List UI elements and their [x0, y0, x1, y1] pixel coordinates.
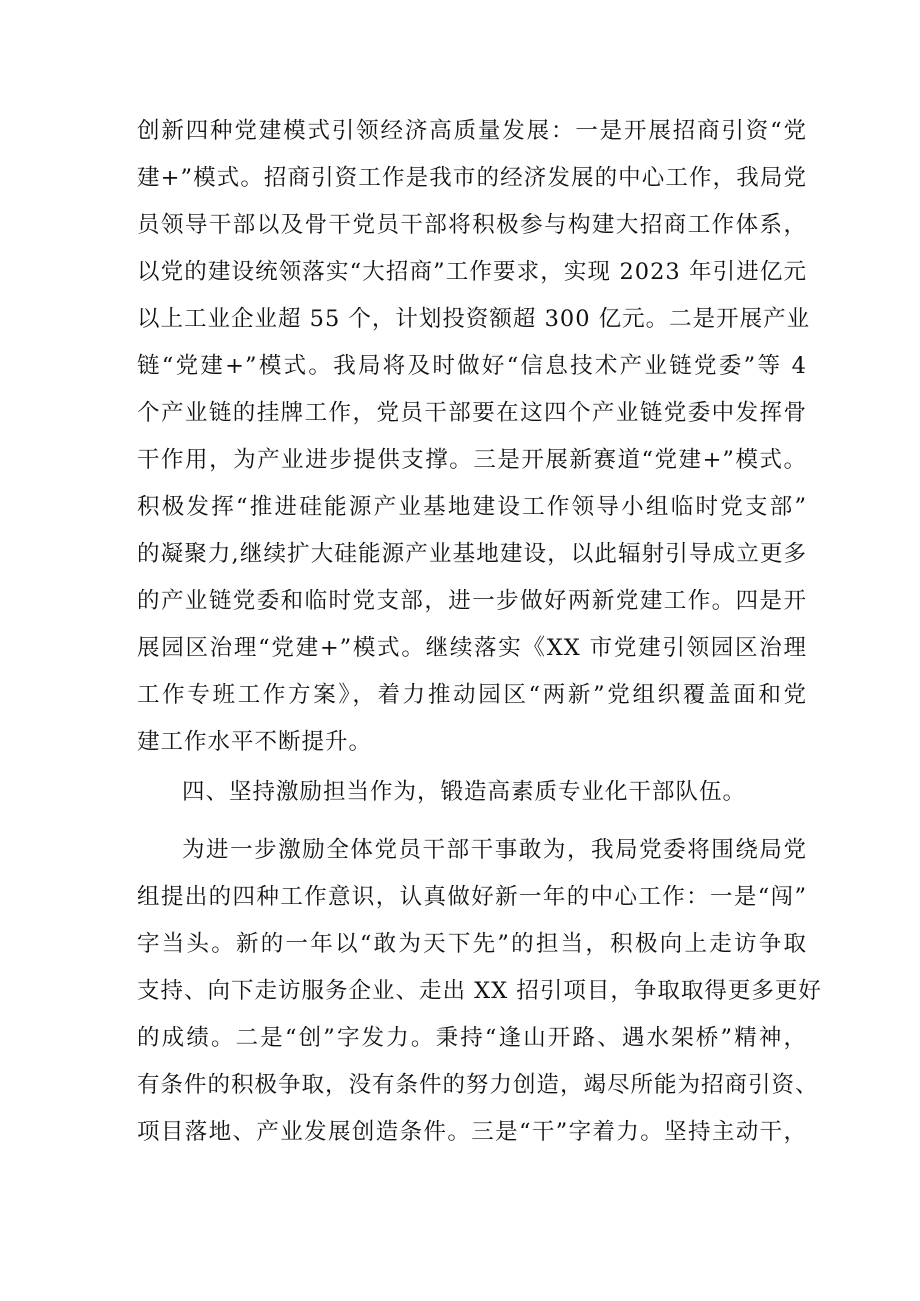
text-line: 支持、向下走访服务企业、走出 XX 招引项目，争取取得更多更好: [137, 978, 822, 1004]
text-line: 的产业链党委和临时党支部，进一步做好两新党建工作。四是开: [137, 588, 807, 614]
text-line: 建工作水平不断提升。: [137, 729, 373, 755]
text-line: 以党的建设统领落实“大招商”工作要求，实现 2023 年引进亿元: [137, 259, 807, 285]
text-line: 干作用，为产业进步提供支撑。三是开展新赛道“党建+”模式。: [137, 447, 807, 473]
text-line: 创新四种党建模式引领经济高质量发展：一是开展招商引资“党: [137, 118, 807, 144]
text-line: 建+”模式。招商引资工作是我市的经济发展的中心工作，我局党: [137, 165, 807, 191]
text-line: 的成绩。二是“创”字发力。秉持“逢山开路、遇水架桥”精神，: [137, 1025, 807, 1051]
text-line: 项目落地、产业发展创造条件。三是“干”字着力。坚持主动干，: [137, 1119, 807, 1145]
text-line: 有条件的积极争取，没有条件的努力创造，竭尽所能为招商引资、: [137, 1072, 819, 1098]
text-line: 字当头。新的一年以“敢为天下先”的担当，积极向上走访争取: [137, 931, 807, 957]
text-line: 个产业链的挂牌工作，党员干部要在这四个产业链党委中发挥骨: [137, 400, 807, 426]
text-line: 员领导干部以及骨干党员干部将积极参与构建大招商工作体系，: [137, 212, 807, 238]
text-line: 组提出的四种工作意识，认真做好新一年的中心工作：一是“闯”: [137, 884, 807, 910]
text-line: 链“党建+”模式。我局将及时做好“信息技术产业链党委”等 4: [137, 353, 807, 379]
text-line: 以上工业企业超 55 个，计划投资额超 300 亿元。二是开展产业: [137, 306, 811, 332]
text-line: 展园区治理“党建+”模式。继续落实《XX 市党建引领园区治理: [137, 635, 807, 661]
text-line: 的凝聚力,继续扩大硅能源产业基地建设，以此辐射引导成立更多: [137, 541, 807, 567]
text-line: 工作专班工作方案》，着力推动园区“两新”党组织覆盖面和党: [137, 682, 807, 708]
text-line: 为进一步激励全体党员干部干事敢为，我局党委将围绕局党: [182, 837, 807, 863]
text-line: 积极发挥“推进硅能源产业基地建设工作领导小组临时党支部”: [137, 494, 807, 520]
section-heading: 四、坚持激励担当作为，锻造高素质专业化干部队伍。: [182, 779, 747, 805]
